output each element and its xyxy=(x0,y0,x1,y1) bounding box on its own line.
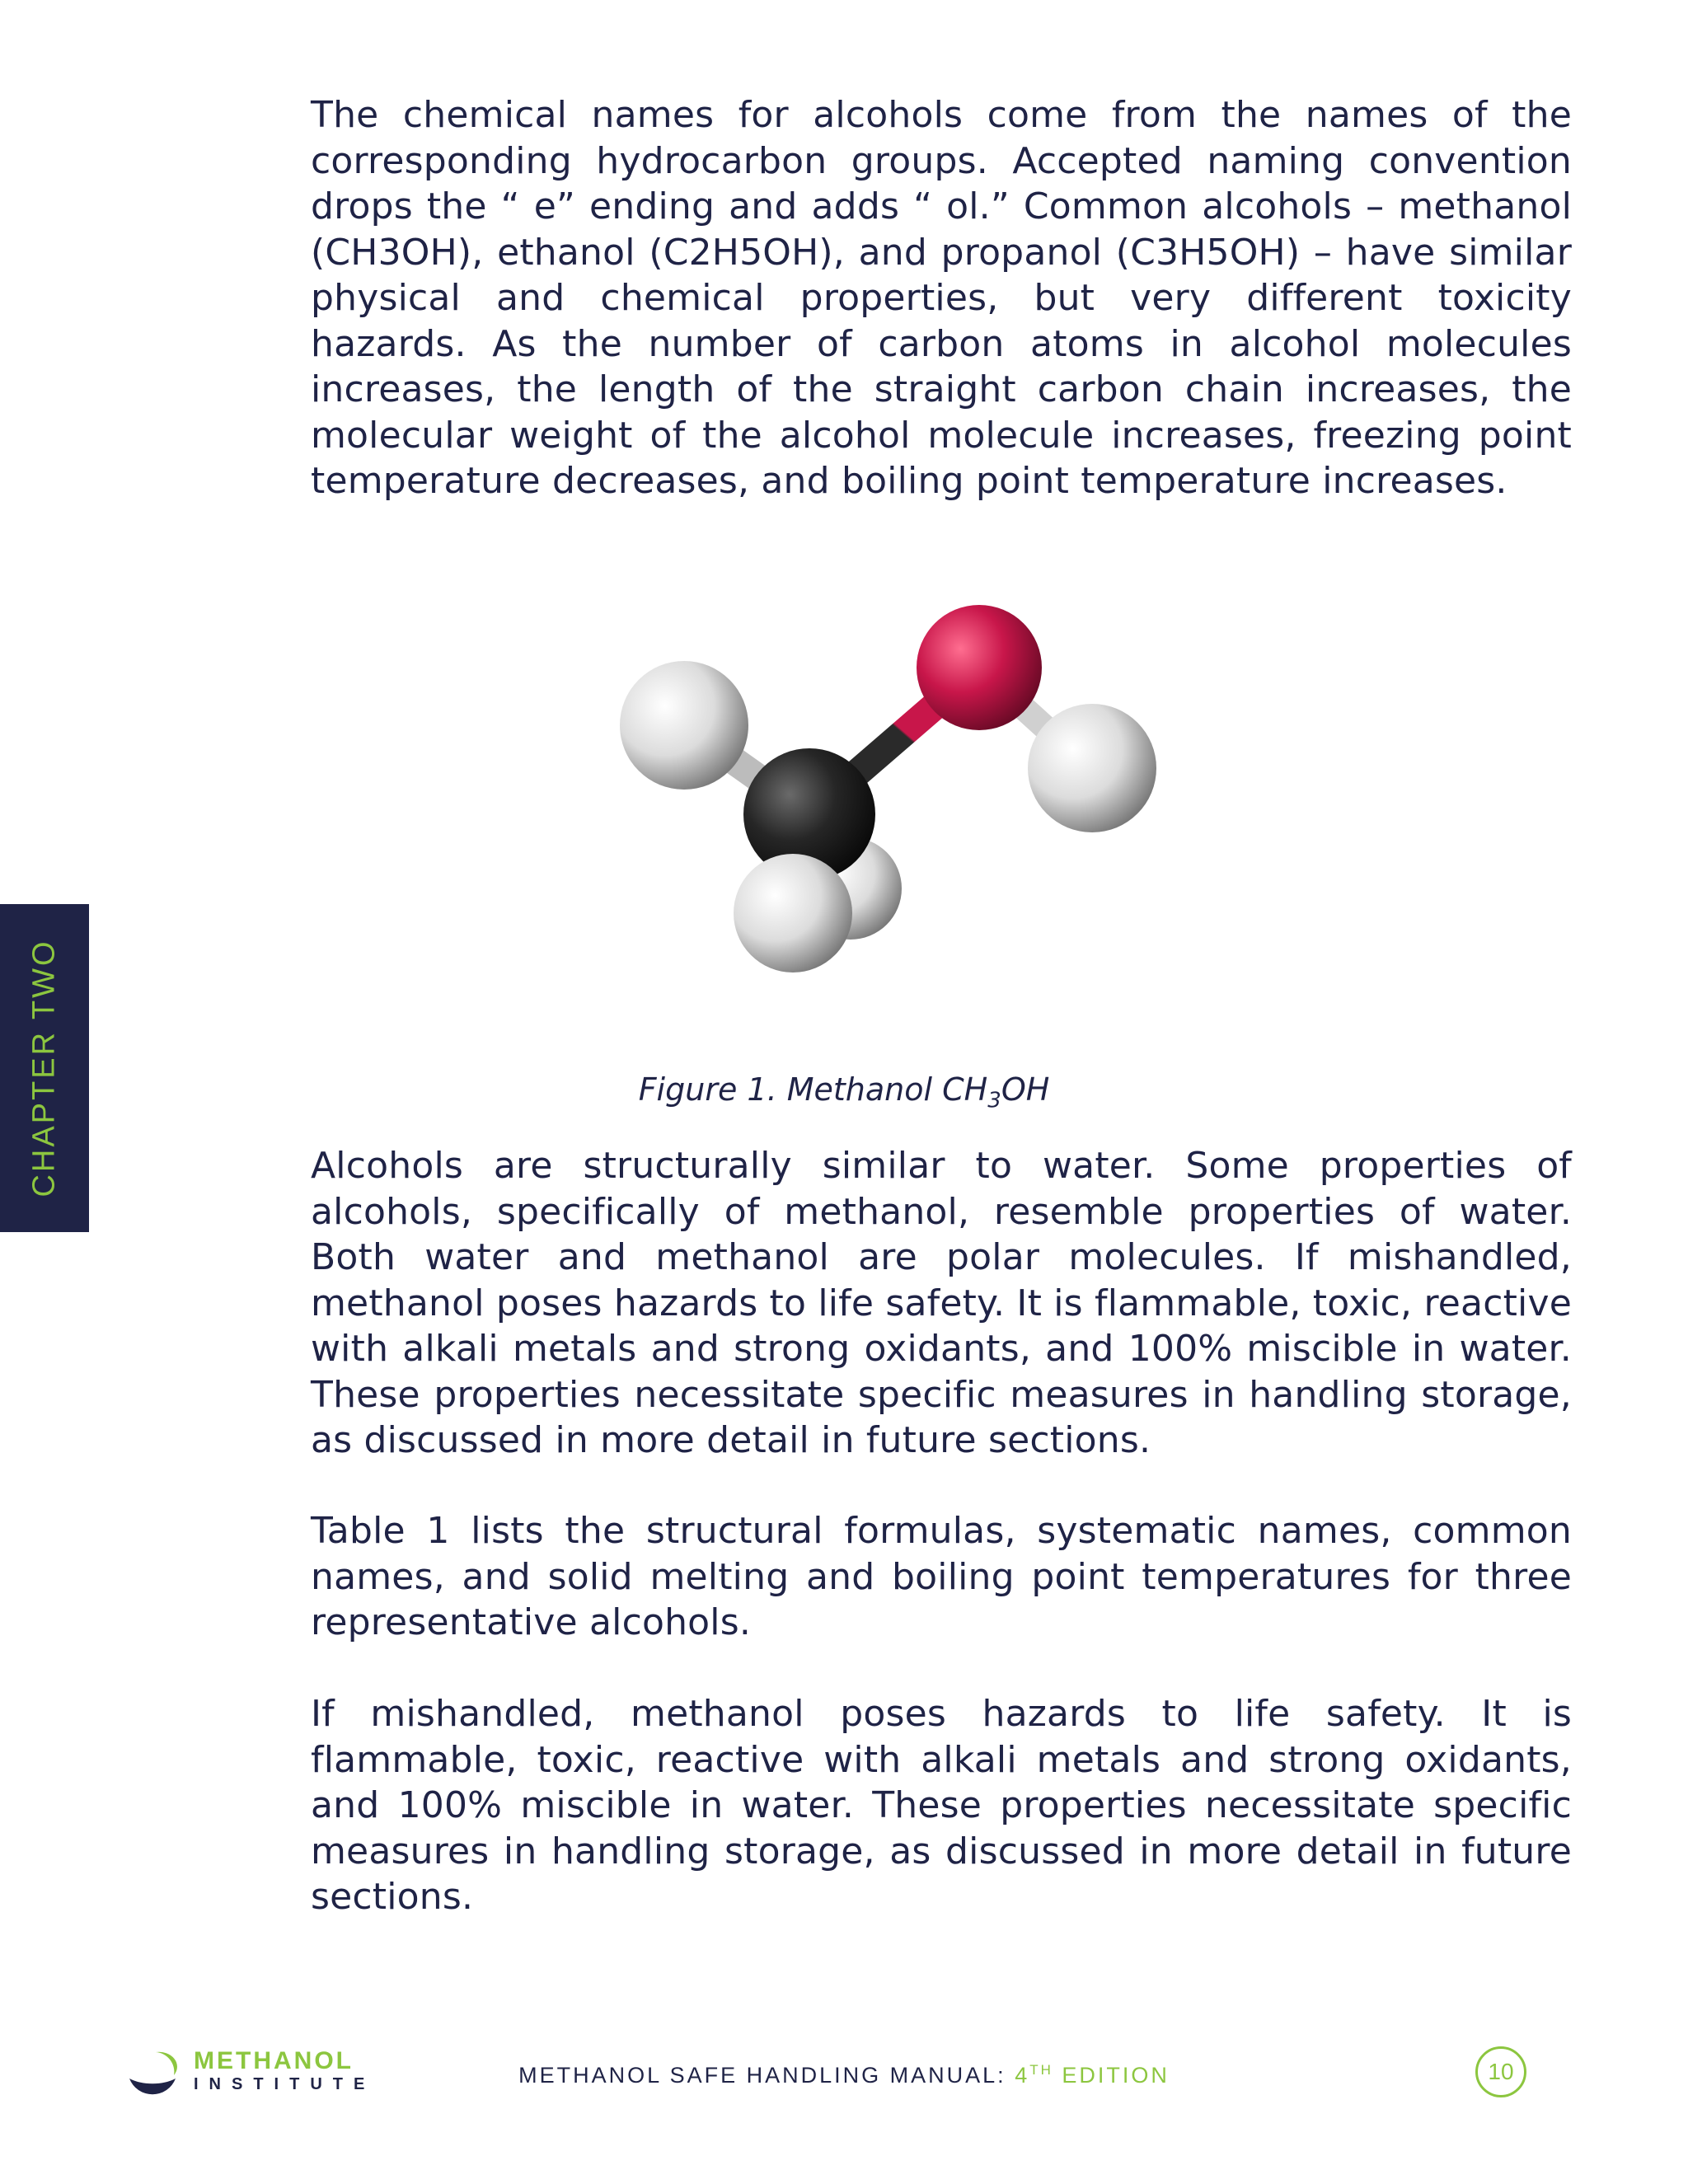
hazards-paragraph: If mishandled, methanol poses hazards to life safety. It is flammable, toxic, reactive with alkali metals and strong oxidants, and 100% miscible in water. These properties necessitate specific measures in handling storage, as discussed in more detail in future sections. xyxy=(311,1693,1572,1918)
chapter-label: CHAPTER TWO xyxy=(26,939,62,1197)
hydrogen-atom-right xyxy=(1028,704,1156,832)
figure-caption: Figure 1. Methanol $CH_3OH$ xyxy=(638,1071,1050,1113)
hydrogen-atom-front xyxy=(734,854,852,972)
chapter-tab xyxy=(0,904,89,1232)
structure-paragraph: Alcohols are structurally similar to water. Some properties of alcohols, specifically of methanol, resemble properties of water. Both water and methanol are polar molecules. If mishandled, methanol poses hazards to life safety. It is flammable, toxic, reactive with alkali metals and strong oxidants, and 100% miscible in water. These properties necessitate specific measures in handling storage, as discussed in more detail in future sections. xyxy=(311,1145,1572,1461)
logo-word-methanol: METHANOL xyxy=(194,2047,354,2074)
oxygen-atom xyxy=(917,605,1042,730)
hydrogen-atom-left xyxy=(620,661,748,790)
intro-paragraph: The chemical names for alcohols come from the names of the corresponding hydrocarbon groups. Accepted naming convention drops the “ e” ending and adds “ ol.” Common alcohols – methanol (CH3OH), ethanol (C2H5OH), and propanol (C3H5OH) – have similar physical and chemical properties, but very different toxicity hazards. As the number of carbon atoms in alcohol molecules increases, the length of the straight carbon chain increases, the molecular weight of the alcohol molecule increases, freezing point temperature decreases, and boiling point temperature increases. xyxy=(311,94,1572,502)
methanol-molecule-figure xyxy=(577,585,1203,997)
footer-title: METHANOL SAFE HANDLING MANUAL: 4TH EDITION xyxy=(518,2062,1170,2088)
page-number: 10 xyxy=(1475,2046,1526,2097)
logo-word-institute: INSTITUTE xyxy=(194,2075,376,2093)
table-intro-paragraph: Table 1 lists the structural formulas, systematic names, common names, and solid melting and boiling point temperatures for three representative alcohols. xyxy=(311,1510,1572,1643)
